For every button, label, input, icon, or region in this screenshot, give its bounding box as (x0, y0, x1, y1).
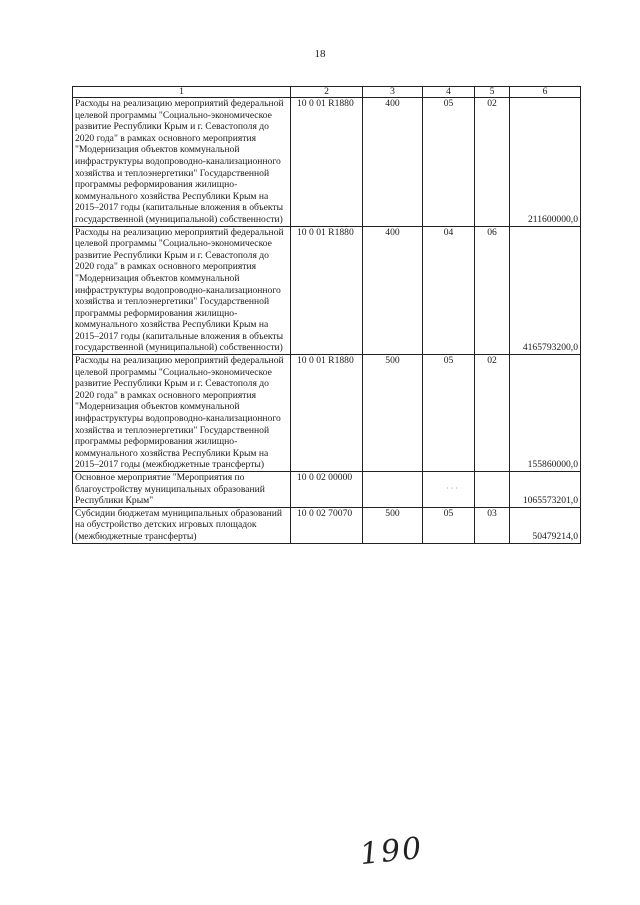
section-code: 05 (423, 355, 475, 472)
amount: 1065573201,0 (510, 472, 581, 508)
section-code: 05 (423, 98, 475, 227)
expense-name: Расходы на реализацию мероприятий федеральной целевой программы "Социально-экономическое развитие Республики Крым и г. Севастополя до 2020 года" в рамках основного мероприятия "Модернизация объектов коммунальной инфраструктуры водопроводно-канализационного хозяйства и теплоэнергетики" Государственной программы реформирования жилищно-коммунального хозяйства Республики Крым на 2015–2017 годы (капитальные вложения в объекты государственной (муниципальной) собственности) (73, 226, 291, 355)
amount: 50479214,0 (510, 507, 581, 543)
table-row (73, 98, 581, 227)
table-row (73, 507, 581, 543)
subsection-code (475, 472, 510, 508)
table-row (73, 355, 581, 472)
column-header: 5 (475, 87, 510, 98)
handwritten-page-mark: 190 (358, 830, 425, 873)
page-number: 18 (314, 48, 326, 60)
target-article-code: 10 0 01 R1880 (291, 226, 363, 355)
table-row (73, 226, 581, 355)
column-header: 1 (73, 87, 291, 98)
table-row (73, 472, 581, 508)
column-header: 2 (291, 87, 363, 98)
expense-type-code: 500 (363, 355, 423, 472)
table-header-row (73, 87, 581, 98)
column-header: 6 (510, 87, 581, 98)
subsection-code: 02 (475, 355, 510, 472)
target-article-code: 10 0 01 R1880 (291, 98, 363, 227)
expense-type-code: 400 (363, 98, 423, 227)
expense-name: Основное мероприятие "Мероприятия по благоустройству муниципальных образований Республики Крым" (73, 472, 291, 508)
expense-name: Расходы на реализацию мероприятий федеральной целевой программы "Социально-экономическое развитие Республики Крым и г. Севастополя до 2020 года" в рамках основного мероприятия "Модернизация объектов коммунальной инфраструктуры водопроводно-канализационного хозяйства и теплоэнергетики" Государственной программы реформирования жилищно-коммунального хозяйства Республики Крым на 2015–2017 годы (межбюджетные трансферты) (73, 355, 291, 472)
expense-type-code (363, 472, 423, 508)
budget-table (72, 86, 581, 544)
section-code: 05 (423, 507, 475, 543)
amount: 211600000,0 (510, 98, 581, 227)
section-code: 04 (423, 226, 475, 355)
target-article-code: 10 0 02 70070 (291, 507, 363, 543)
subsection-code: 03 (475, 507, 510, 543)
expense-name: Расходы на реализацию мероприятий федеральной целевой программы "Социально-экономическое развитие Республики Крым и г. Севастополя до 2020 года" в рамках основного мероприятия "Модернизация объектов коммунальной инфраструктуры водопроводно-канализационного хозяйства и теплоэнергетики" Государственной программы реформирования жилищно-коммунального хозяйства Республики Крым на 2015–2017 годы (капитальные вложения в объекты государственной (муниципальной) собственности) (73, 98, 291, 227)
column-header: 3 (363, 87, 423, 98)
subsection-code: 02 (475, 98, 510, 227)
target-article-code: 10 0 02 00000 (291, 472, 363, 508)
amount: 155860000,0 (510, 355, 581, 472)
expense-name: Субсидии бюджетам муниципальных образований на обустройство детских игровых площадок (межбюджетные трансферты) (73, 507, 291, 543)
column-header: 4 (423, 87, 475, 98)
target-article-code: 10 0 01 R1880 (291, 355, 363, 472)
amount: 4165793200,0 (510, 226, 581, 355)
expense-type-code: 500 (363, 507, 423, 543)
subsection-code: 06 (475, 226, 510, 355)
scan-artifact: · · · (446, 484, 458, 493)
expense-type-code: 400 (363, 226, 423, 355)
